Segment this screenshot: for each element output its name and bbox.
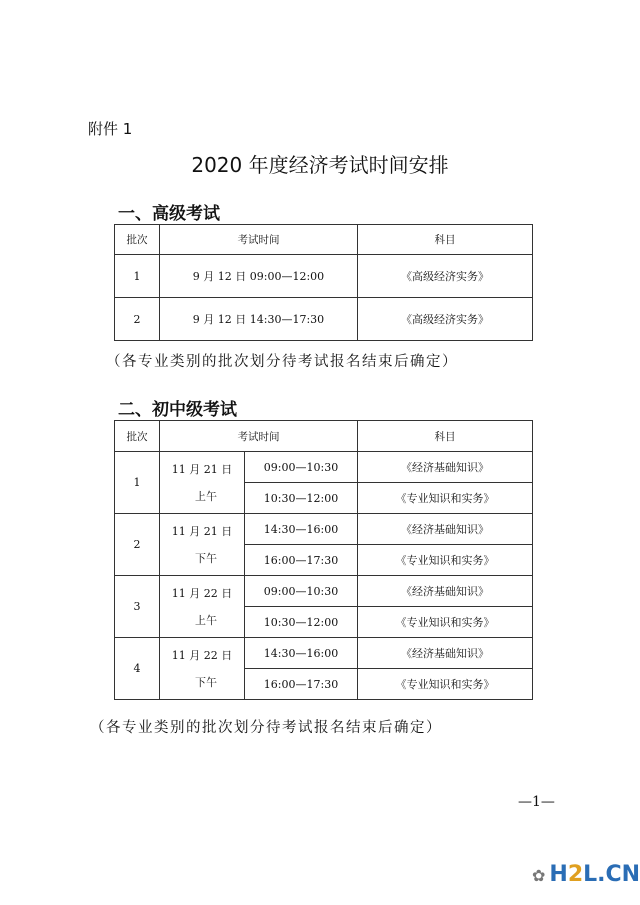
date-cell xyxy=(160,514,245,576)
section1-note: （各专业类别的批次划分待考试报名结束后确定） xyxy=(106,354,458,370)
table-row xyxy=(115,514,533,545)
table-row xyxy=(115,576,533,607)
header-subject: 科目 xyxy=(358,225,533,255)
table-row xyxy=(115,255,533,298)
table-row xyxy=(115,452,533,483)
subject-cell: 《专业知识和实务》 xyxy=(358,545,533,576)
subject-cell: 《高级经济实务》 xyxy=(358,255,533,298)
watermark-part3: L.CN xyxy=(583,862,640,887)
time-cell: 16:00—17:30 xyxy=(245,669,358,700)
subject-cell: 《经济基础知识》 xyxy=(358,514,533,545)
batch-cell: 4 xyxy=(115,638,160,700)
subject-cell: 《专业知识和实务》 xyxy=(358,483,533,514)
watermark-part2: 2 xyxy=(567,862,584,887)
batch-cell: 1 xyxy=(115,255,160,298)
time-cell: 9 月 12 日 09:00—12:00 xyxy=(160,255,358,298)
batch-cell: 3 xyxy=(115,576,160,638)
attachment-label: 附件 1 xyxy=(88,120,133,138)
period-text: 上午 xyxy=(195,614,217,627)
watermark-logo xyxy=(532,862,640,887)
section-heading-junior-intermediate: 二、初中级考试 xyxy=(118,400,237,420)
batch-cell: 1 xyxy=(115,452,160,514)
subject-cell: 《经济基础知识》 xyxy=(358,576,533,607)
batch-cell: 2 xyxy=(115,514,160,576)
date-cell xyxy=(160,576,245,638)
period-text: 下午 xyxy=(195,676,217,689)
time-cell: 14:30—16:00 xyxy=(245,514,358,545)
section-heading-advanced: 一、高级考试 xyxy=(118,204,220,224)
subject-cell: 《专业知识和实务》 xyxy=(358,669,533,700)
section2-note: （各专业类别的批次划分待考试报名结束后确定） xyxy=(90,720,442,736)
header-batch: 批次 xyxy=(115,421,160,452)
header-exam-time: 考试时间 xyxy=(160,225,358,255)
time-cell: 9 月 12 日 14:30—17:30 xyxy=(160,298,358,341)
time-cell: 09:00—10:30 xyxy=(245,576,358,607)
table-header-row xyxy=(115,421,533,452)
subject-cell: 《专业知识和实务》 xyxy=(358,607,533,638)
subject-cell: 《经济基础知识》 xyxy=(358,638,533,669)
subject-cell: 《高级经济实务》 xyxy=(358,298,533,341)
advanced-exam-table xyxy=(114,224,533,341)
date-text: 11 月 22 日 xyxy=(171,587,233,600)
watermark-part1: H xyxy=(549,862,568,887)
period-text: 上午 xyxy=(195,490,217,503)
header-exam-time: 考试时间 xyxy=(160,421,358,452)
date-cell xyxy=(160,638,245,700)
date-text: 11 月 21 日 xyxy=(171,463,233,476)
subject-cell: 《经济基础知识》 xyxy=(358,452,533,483)
time-cell: 14:30—16:00 xyxy=(245,638,358,669)
table-header-row xyxy=(115,225,533,255)
time-cell: 16:00—17:30 xyxy=(245,545,358,576)
header-batch: 批次 xyxy=(115,225,160,255)
date-text: 11 月 21 日 xyxy=(171,525,233,538)
junior-intermediate-exam-table xyxy=(114,420,533,700)
page-number: —1— xyxy=(518,794,555,810)
date-cell xyxy=(160,452,245,514)
period-text: 下午 xyxy=(195,552,217,565)
time-cell: 10:30—12:00 xyxy=(245,483,358,514)
page-title: 2020 年度经济考试时间安排 xyxy=(191,153,449,177)
time-cell: 09:00—10:30 xyxy=(245,452,358,483)
time-cell: 10:30—12:00 xyxy=(245,607,358,638)
date-text: 11 月 22 日 xyxy=(171,649,233,662)
wechat-icon: ✿ xyxy=(532,866,546,885)
batch-cell: 2 xyxy=(115,298,160,341)
table-row xyxy=(115,298,533,341)
table-row xyxy=(115,638,533,669)
header-subject: 科目 xyxy=(358,421,533,452)
